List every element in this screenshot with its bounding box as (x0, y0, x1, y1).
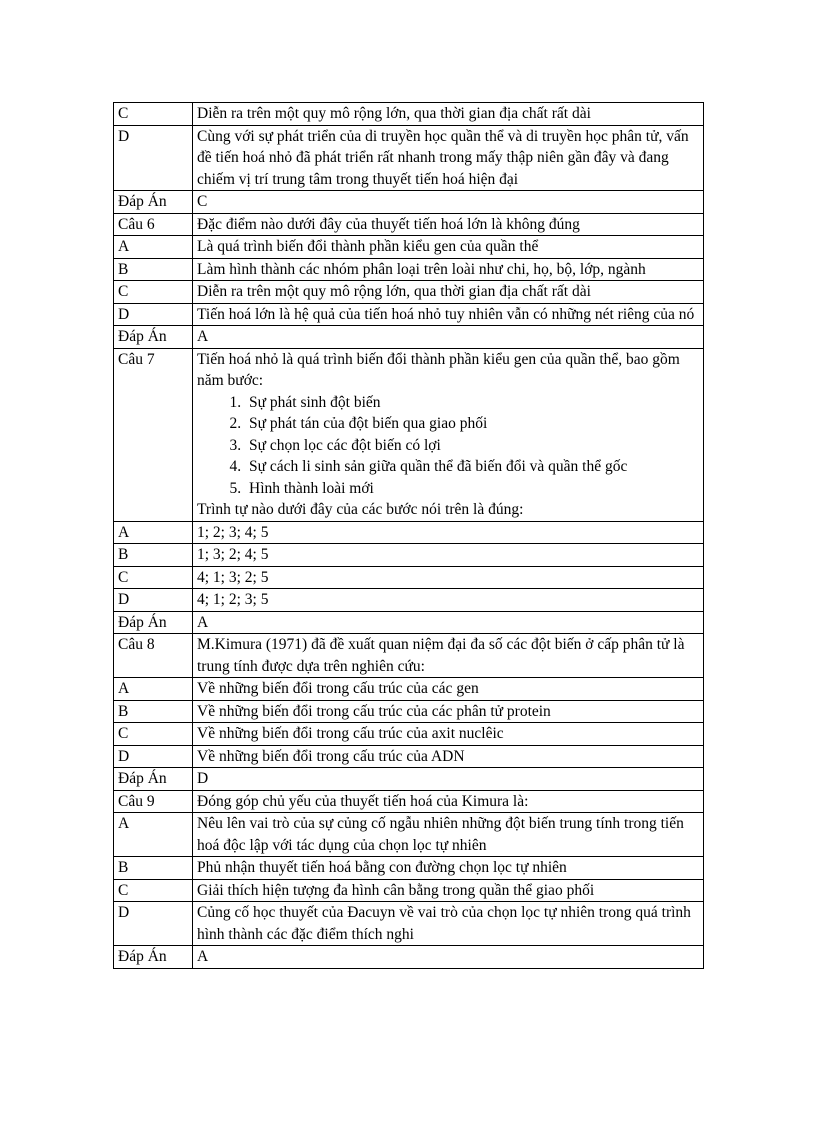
row-text: Giải thích hiện tượng đa hình cân bằng trong quần thể giao phối (193, 879, 704, 902)
table-row (114, 589, 704, 612)
table-row (114, 326, 704, 349)
row-text: Diễn ra trên một quy mô rộng lớn, qua thời gian địa chất rất dài (193, 281, 704, 304)
table-row (114, 723, 704, 746)
row-text: Về những biến đổi trong cấu trúc của axit nuclêic (193, 723, 704, 746)
row-text: Phủ nhận thuyết tiến hoá bằng con đường chọn lọc tự nhiên (193, 857, 704, 880)
step-item: 3. Sự chọn lọc các đột biến có lợi (245, 435, 699, 457)
quiz-table (113, 102, 704, 969)
question-7-body (193, 348, 704, 521)
step-item: 1. Sự phát sinh đột biến (245, 392, 699, 414)
row-text: A (193, 611, 704, 634)
table-row (114, 303, 704, 326)
row-label: B (114, 258, 193, 281)
row-text: Đặc điểm nào dưới đây của thuyết tiến hoá lớn là không đúng (193, 213, 704, 236)
table-row (114, 566, 704, 589)
row-label: Câu 7 (114, 348, 193, 521)
row-label: A (114, 521, 193, 544)
step-item: 4. Sự cách li sinh sản giữa quần thể đã biến đổi và quần thể gốc (245, 456, 699, 478)
table-row (114, 191, 704, 214)
row-text: Diễn ra trên một quy mô rộng lớn, qua thời gian địa chất rất dài (193, 103, 704, 126)
row-text: M.Kimura (1971) đã đề xuất quan niệm đại đa số các đột biến ở cấp phân tử là trung tính được dựa trên nghiên cứu: (193, 634, 704, 678)
row-label: C (114, 566, 193, 589)
row-text: Về những biến đổi trong cấu trúc của các phân tử protein (193, 700, 704, 723)
row-text: 1; 2; 3; 4; 5 (193, 521, 704, 544)
row-label: Câu 9 (114, 790, 193, 813)
row-text: A (193, 946, 704, 969)
table-row (114, 521, 704, 544)
question-7-outro: Trình tự nào dưới đây của các bước nói trên là đúng: (197, 501, 524, 518)
row-text: Tiến hoá lớn là hệ quả của tiến hoá nhỏ tuy nhiên vẫn có những nét riêng của nó (193, 303, 704, 326)
row-label: A (114, 678, 193, 701)
row-label: D (114, 303, 193, 326)
row-text: Đóng góp chủ yếu của thuyết tiến hoá của Kimura là: (193, 790, 704, 813)
row-label: B (114, 700, 193, 723)
row-label: B (114, 857, 193, 880)
table-row (114, 125, 704, 191)
table-row (114, 768, 704, 791)
row-label: C (114, 723, 193, 746)
row-label: C (114, 281, 193, 304)
row-label: A (114, 236, 193, 259)
table-row (114, 745, 704, 768)
table-row (114, 281, 704, 304)
row-text: D (193, 768, 704, 791)
row-label: C (114, 103, 193, 126)
table-row (114, 103, 704, 126)
row-text: Về những biến đổi trong cấu trúc của ADN (193, 745, 704, 768)
row-label: Đáp Án (114, 768, 193, 791)
row-text: 4; 1; 3; 2; 5 (193, 566, 704, 589)
step-item: 5. Hình thành loài mới (245, 478, 699, 500)
row-label: Đáp Án (114, 191, 193, 214)
row-label: Đáp Án (114, 326, 193, 349)
question-7-steps (197, 392, 699, 500)
row-label: Đáp Án (114, 611, 193, 634)
row-label: Câu 8 (114, 634, 193, 678)
table-row (114, 544, 704, 567)
row-label: D (114, 745, 193, 768)
row-text: 4; 1; 2; 3; 5 (193, 589, 704, 612)
row-text: C (193, 191, 704, 214)
row-text: A (193, 326, 704, 349)
row-label: A (114, 813, 193, 857)
row-label: Đáp Án (114, 946, 193, 969)
table-row (114, 857, 704, 880)
table-row (114, 813, 704, 857)
table-row (114, 879, 704, 902)
row-label: C (114, 879, 193, 902)
row-text: Làm hình thành các nhóm phân loại trên loài như chi, họ, bộ, lớp, ngành (193, 258, 704, 281)
row-label: Câu 6 (114, 213, 193, 236)
step-item: 2. Sự phát tán của đột biến qua giao phối (245, 413, 699, 435)
row-text: Củng cố học thuyết của Đacuyn về vai trò của chọn lọc tự nhiên trong quá trình hình thành các đặc điểm thích nghi (193, 902, 704, 946)
row-label: D (114, 589, 193, 612)
row-label: B (114, 544, 193, 567)
table-row (114, 634, 704, 678)
row-text: Cùng với sự phát triển của di truyền học quần thể và di truyền học phân tử, vấn đề tiến hoá nhỏ đã phát triển rất nhanh trong mấy thập niên gần đây và đang chiếm vị trí trung tâm trong thuyết tiến hoá hiện đại (193, 125, 704, 191)
table-row (114, 946, 704, 969)
table-row (114, 611, 704, 634)
table-row (114, 213, 704, 236)
table-row-question-7 (114, 348, 704, 521)
table-row (114, 236, 704, 259)
row-text: Nêu lên vai trò của sự củng cố ngẫu nhiên những đột biến trung tính trong tiến hoá độc lập với tác dụng của chọn lọc tự nhiên (193, 813, 704, 857)
row-text: 1; 3; 2; 4; 5 (193, 544, 704, 567)
row-text: Là quá trình biến đổi thành phần kiểu gen của quần thể (193, 236, 704, 259)
table-row (114, 790, 704, 813)
table-row (114, 902, 704, 946)
row-label: D (114, 125, 193, 191)
table-row (114, 678, 704, 701)
table-row (114, 700, 704, 723)
question-7-intro: Tiến hoá nhỏ là quá trình biến đổi thành phần kiểu gen của quần thể, bao gồm năm bước: (197, 350, 680, 389)
row-label: D (114, 902, 193, 946)
row-text: Về những biến đổi trong cấu trúc của các gen (193, 678, 704, 701)
table-row (114, 258, 704, 281)
